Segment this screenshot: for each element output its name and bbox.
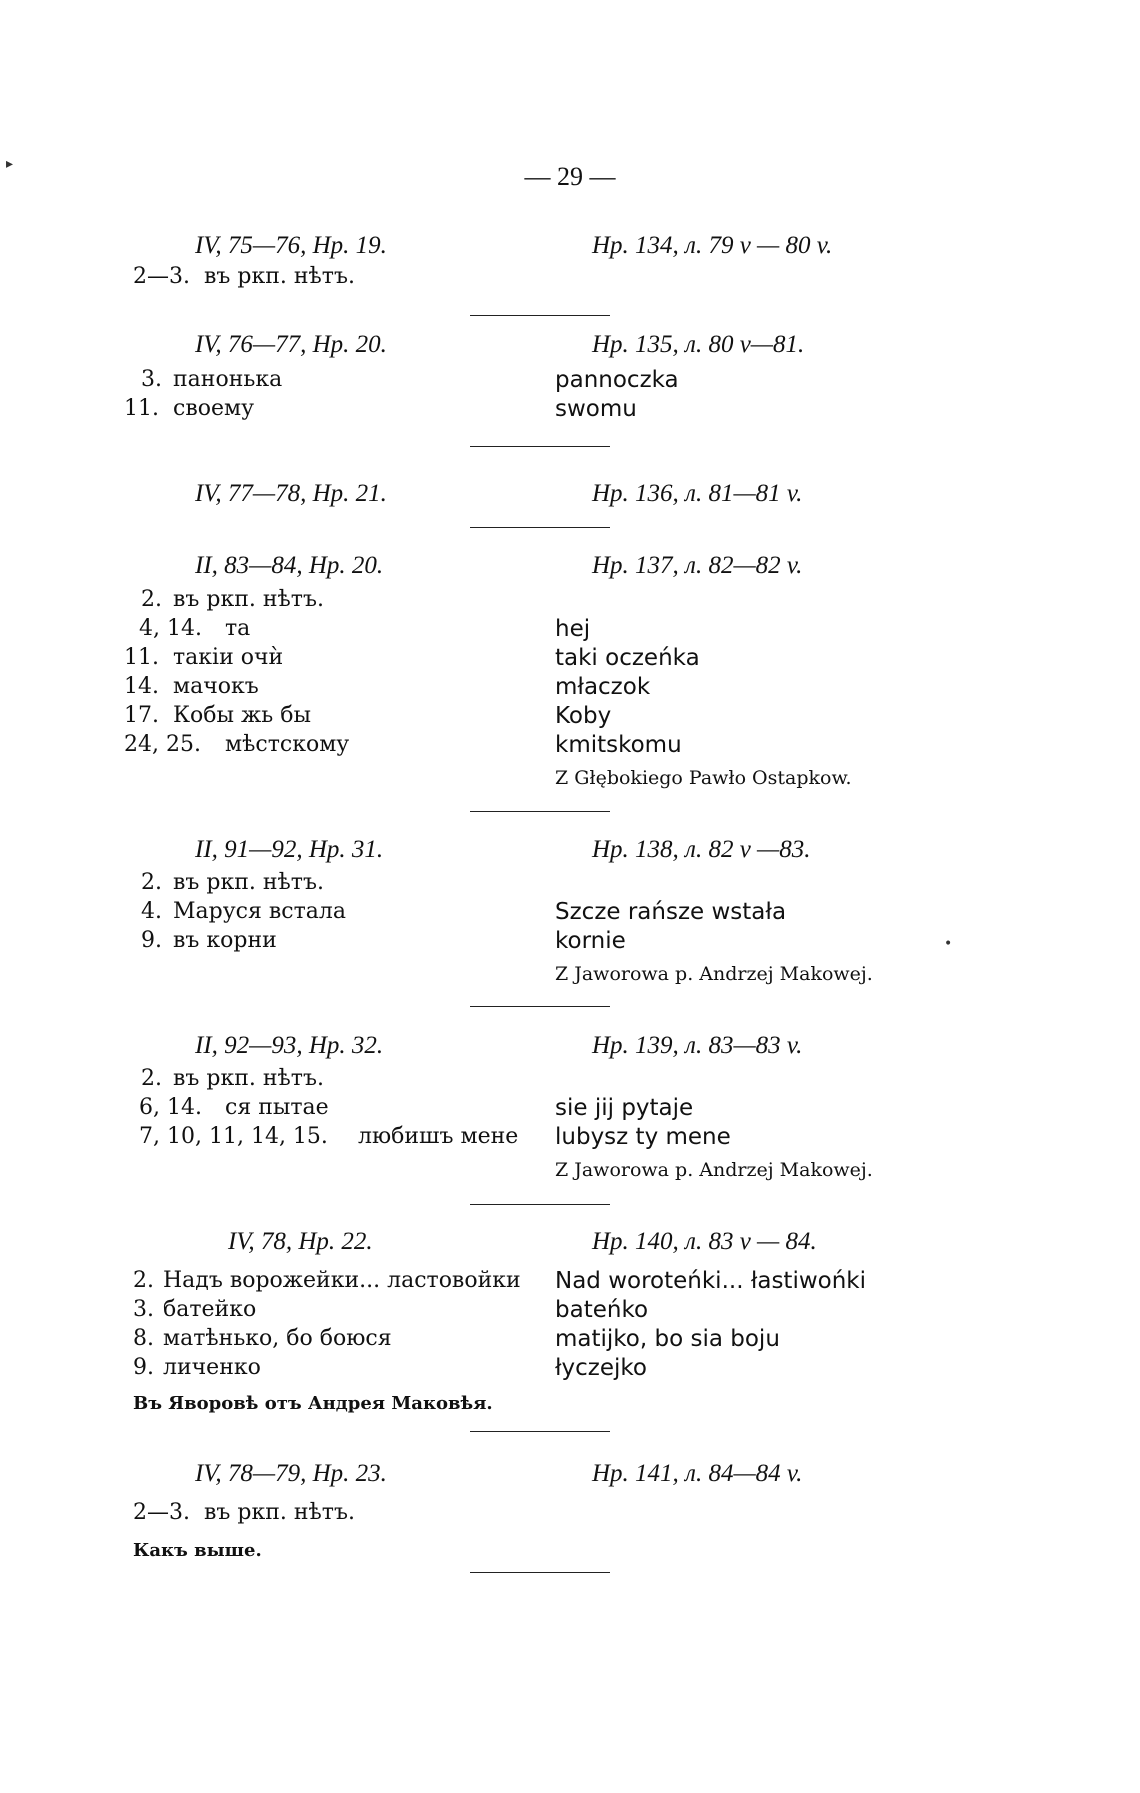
section-left-reference: IV, 76—77, Нр. 20. [195, 331, 387, 358]
section-divider [470, 1204, 610, 1205]
cyrillic-reading: батейко [163, 1297, 257, 1322]
section-left-reference: IV, 77—78, Нр. 21. [195, 480, 387, 507]
cyrillic-reading: ся пытае [225, 1095, 329, 1120]
margin-dot-icon: • [944, 936, 953, 952]
cyrillic-reading: мачокъ [173, 674, 259, 699]
polish-reading: swomu [555, 396, 637, 422]
variant-row [0, 899, 1140, 929]
variant-row [0, 703, 1140, 733]
entry-section-4 [0, 552, 1140, 802]
variant-row [0, 1066, 1140, 1096]
variant-row [0, 367, 1140, 397]
section-divider [470, 1572, 610, 1573]
line-number: 24, 25. [124, 732, 201, 757]
informant-source: Z Głębokiego Pawło Ostapkow. [555, 767, 852, 789]
polish-reading: matijko, bo sia boju [555, 1326, 780, 1352]
variant-row [0, 674, 1140, 704]
polish-reading: łyczejko [555, 1355, 647, 1381]
cyrillic-reading: въ ркп. нѣтъ. [204, 1500, 355, 1525]
polish-reading: taki oczeńka [555, 645, 700, 671]
section-right-reference: Нр. 140, л. 83 v — 84. [592, 1228, 817, 1255]
polish-reading: sie jij pytaje [555, 1095, 694, 1121]
line-number: 17. [124, 703, 159, 728]
section-left-reference: II, 91—92, Нр. 31. [195, 836, 384, 863]
polish-reading: Szcze rańsze wstała [555, 899, 787, 925]
cyrillic-reading: панонька [173, 367, 283, 392]
line-number: 9. [141, 928, 162, 953]
cyrillic-reading: въ ркп. нѣтъ. [204, 264, 355, 289]
entry-section-2 [0, 331, 1140, 501]
variant-row [0, 1500, 1140, 1530]
section-divider [470, 1006, 610, 1007]
line-number: 11. [124, 396, 159, 421]
section-right-reference: Нр. 137, л. 82—82 v. [592, 552, 803, 579]
polish-reading: kornie [555, 928, 626, 954]
variant-row [0, 396, 1140, 426]
margin-arrow-icon: ▸ [6, 156, 14, 172]
line-number: 4. [141, 899, 162, 924]
informant-source: Z Jaworowa p. Andrzej Makowej. [555, 1159, 873, 1181]
informant-source: Какъ выше. [133, 1540, 262, 1561]
cyrillic-reading: Кобы жь бы [173, 703, 311, 728]
cyrillic-reading: въ ркп. нѣтъ. [173, 587, 324, 612]
variant-row [0, 1355, 1140, 1385]
cyrillic-reading: своему [173, 396, 255, 421]
variant-row [0, 264, 1140, 294]
section-left-reference: II, 83—84, Нр. 20. [195, 552, 384, 579]
line-number: 4, 14. [139, 616, 202, 641]
variant-row [0, 870, 1140, 900]
variant-row [0, 1326, 1140, 1356]
section-divider [470, 1431, 610, 1432]
polish-reading: Koby [555, 703, 612, 729]
cyrillic-reading: въ ркп. нѣтъ. [173, 1066, 324, 1091]
section-right-reference: Нр. 139, л. 83—83 v. [592, 1032, 803, 1059]
variant-row [0, 732, 1140, 762]
section-left-reference: II, 92—93, Нр. 32. [195, 1032, 384, 1059]
cyrillic-reading: такіи очѝ [173, 645, 284, 670]
section-right-reference: Нр. 141, л. 84—84 v. [592, 1460, 803, 1487]
section-left-reference: IV, 78, Нр. 22. [228, 1228, 373, 1255]
line-number: 7, 10, 11, 14, 15. [139, 1124, 328, 1149]
line-number: 2. [141, 1066, 162, 1091]
line-number: 14. [124, 674, 159, 699]
section-divider [470, 811, 610, 812]
line-number: 8. [133, 1326, 154, 1351]
cyrillic-reading: Маруся встала [173, 899, 346, 924]
line-number: 6, 14. [139, 1095, 202, 1120]
variant-row [0, 1268, 1140, 1298]
variant-row [0, 616, 1140, 646]
polish-reading: pannoczka [555, 367, 679, 393]
section-right-reference: Нр. 135, л. 80 v—81. [592, 331, 805, 358]
page-number: — 29 — [524, 162, 616, 191]
cyrillic-reading: матѣнько, бо боюся [163, 1326, 392, 1351]
line-number: 2—3. [133, 1500, 190, 1525]
section-left-reference: IV, 75—76, Нр. 19. [195, 232, 387, 259]
polish-reading: bateńko [555, 1297, 649, 1323]
line-number: 3. [141, 367, 162, 392]
variant-row [0, 1095, 1140, 1125]
section-right-reference: Нр. 138, л. 82 v —83. [592, 836, 811, 863]
section-right-reference: Нр. 134, л. 79 v — 80 v. [592, 232, 833, 259]
cyrillic-reading: мѣстскому [225, 732, 350, 757]
polish-reading: Nad woroteńki... łastiwońki [555, 1268, 867, 1294]
cyrillic-reading: та [225, 616, 251, 641]
section-left-reference: IV, 78—79, Нр. 23. [195, 1460, 387, 1487]
line-number: 2. [133, 1268, 154, 1293]
entry-section-8 [0, 1460, 1140, 1580]
cyrillic-reading: въ ркп. нѣтъ. [173, 870, 324, 895]
entry-section-6 [0, 1032, 1140, 1182]
section-divider [470, 527, 610, 528]
cyrillic-reading: Надъ ворожейки... ластовойки [163, 1268, 521, 1293]
line-number: 2. [141, 870, 162, 895]
line-number: 2. [141, 587, 162, 612]
polish-reading: młaczok [555, 674, 651, 700]
variant-row [0, 1297, 1140, 1327]
section-divider [470, 446, 610, 447]
line-number: 2—3. [133, 264, 190, 289]
line-number: 3. [133, 1297, 154, 1322]
section-right-reference: Нр. 136, л. 81—81 v. [592, 480, 803, 507]
line-number: 11. [124, 645, 159, 670]
polish-reading: lubysz ty mene [555, 1124, 731, 1150]
entry-section-7 [0, 1228, 1140, 1428]
variant-row [0, 1124, 1140, 1154]
entry-section-5 [0, 836, 1140, 1006]
polish-reading: kmitskomu [555, 732, 682, 758]
polish-reading: hej [555, 616, 591, 642]
cyrillic-reading: въ корни [173, 928, 277, 953]
informant-source: Въ Яворовѣ отъ Андрея Маковѣя. [133, 1393, 493, 1414]
variant-row [0, 587, 1140, 617]
section-divider [470, 315, 610, 316]
variant-row [0, 645, 1140, 675]
cyrillic-reading: любишъ мене [358, 1124, 519, 1149]
variant-row [0, 928, 1140, 958]
line-number: 9. [133, 1355, 154, 1380]
informant-source: Z Jaworowa p. Andrzej Makowej. [555, 963, 873, 985]
cyrillic-reading: личенко [163, 1355, 261, 1380]
